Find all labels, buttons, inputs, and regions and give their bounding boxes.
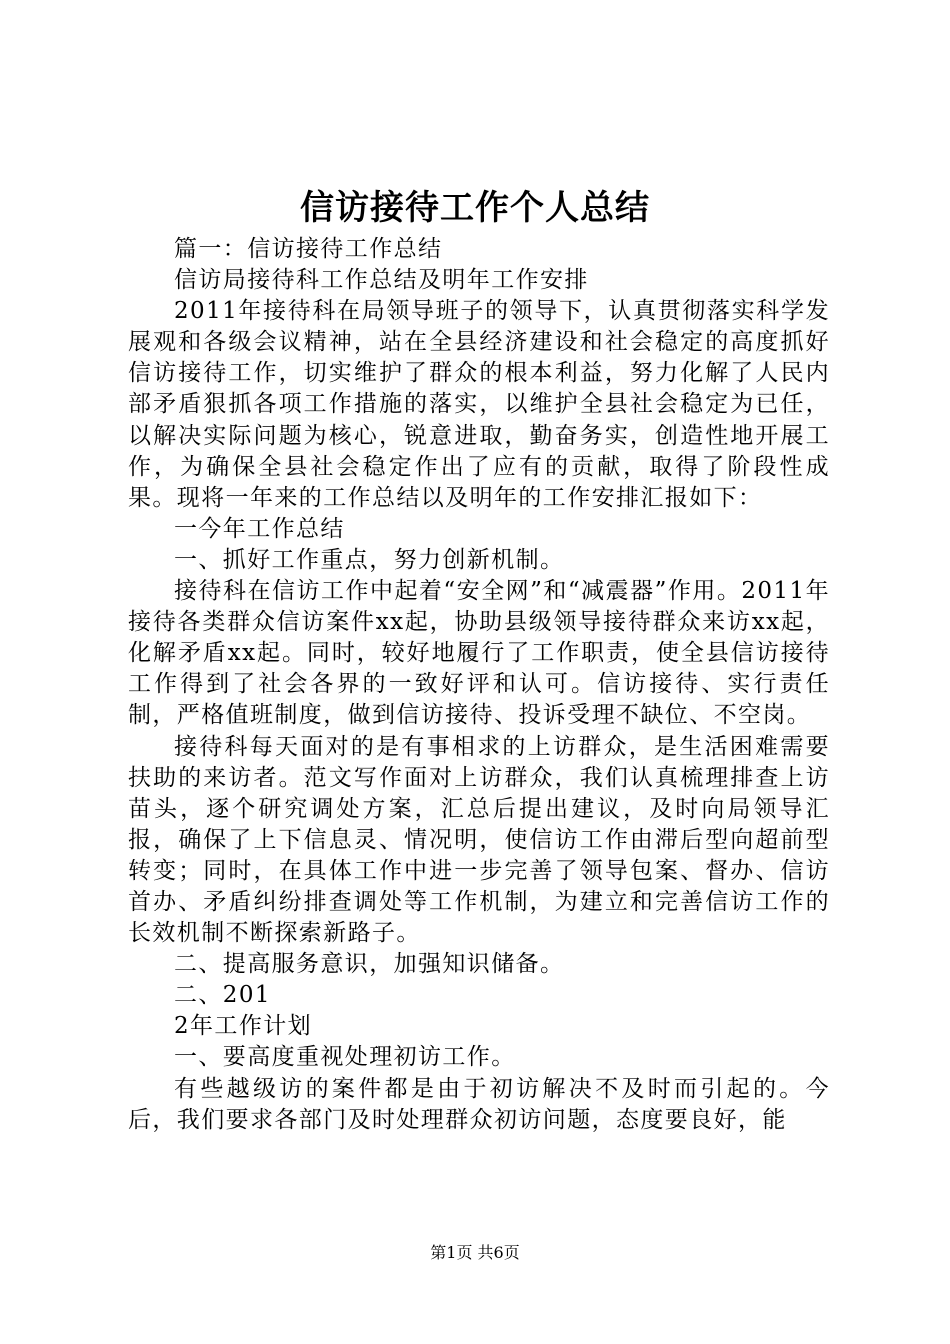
- paragraph-item-one-body: 接待科在信访工作中起着“安全网”和“减震器”作用。2011年接待各类群众信访案件xx起，协助县级领导接待群众来访xx起，化解矛盾xx起。同时，较好地履行了工作职责，使全县信访接待工作得到了社会各界的一致好评和认可。信访接待、实行责任制，严格值班制度，做到信访接待、投诉受理不缺位、不空岗。: [128, 578, 830, 729]
- paragraph-plan-heading-part2: 2年工作计划: [174, 1013, 313, 1040]
- paragraph-item-one-body-2: 接待科每天面对的是有事相求的上访群众，是生活困难需要扶助的来访者。范文写作面对上访群众，我们认真梳理排查上访苗头，逐个研究调处方案，汇总后提出建议，及时向局领导汇报，确保了上下信息灵、情况明，使信访工作由滞后型向超前型转变；同时，在具体工作中进一步完善了领导包案、督办、信访首办、矛盾纠纷排查调处等工作机制，为建立和完善信访工作的长效机制不断探索新路子。: [128, 733, 830, 947]
- paragraph-subtitle: 信访局接待科工作总结及明年工作安排: [174, 267, 589, 294]
- document-title: 信访接待工作个人总结: [300, 188, 650, 228]
- paragraph-plan-item-one-heading: 一、要高度重视处理初访工作。: [174, 1044, 516, 1071]
- paragraph-intro: 2011年接待科在局领导班子的领导下，认真贯彻落实科学发展观和各级会议精神，站在全县经济建设和社会稳定的高度抓好信访接待工作，切实维护了群众的根本利益，努力化解了人民内部矛盾狠抓各项工作措施的落实，以维护全县社会稳定为已任，以解决实际问题为核心，锐意进取，勤奋务实，创造性地开展工作，为确保全县社会稳定作出了应有的贡献，取得了阶段性成果。现将一年来的工作总结以及明年的工作安排汇报如下：: [128, 298, 830, 511]
- paragraph-section-heading: 篇一：信访接待工作总结: [174, 236, 443, 262]
- document-body: [128, 234, 830, 1136]
- paragraph-plan-item-one-body: 有些越级访的案件都是由于初访解决不及时而引起的。今后，我们要求各部门及时处理群众初访问题，态度要良好，能: [128, 1075, 830, 1133]
- paragraph-plan-heading-part1: 二、201: [174, 982, 271, 1009]
- paragraph-item-two-heading: 二、提高服务意识，加强知识储备。: [174, 951, 565, 978]
- paragraph-summary-heading: 一今年工作总结: [174, 515, 345, 542]
- paragraph-item-one-heading: 一、抓好工作重点，努力创新机制。: [174, 546, 565, 573]
- page-footer: 第1页 共6页: [430, 1243, 520, 1262]
